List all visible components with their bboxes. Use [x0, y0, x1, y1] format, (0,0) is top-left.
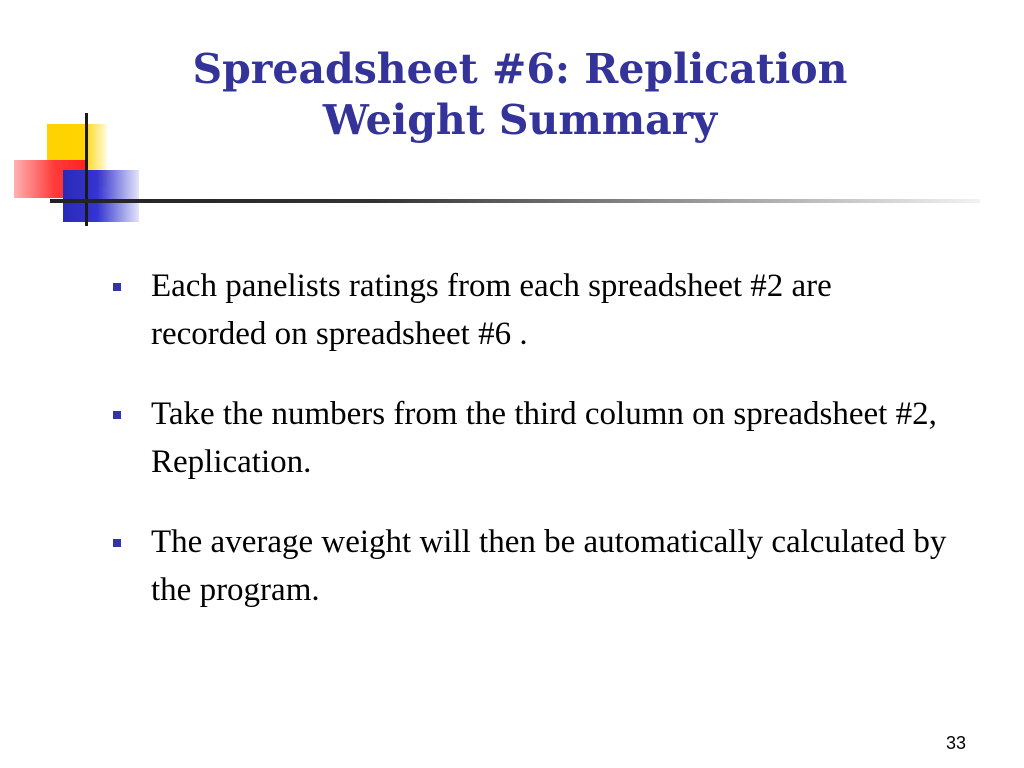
title-underline: [50, 199, 980, 203]
slide-title-line-2: Weight Summary: [322, 96, 718, 144]
bullet-text: Each panelists ratings from each spreadsheet #2 are recorded on spreadsheet #6 .: [151, 268, 832, 352]
bullet-list: [113, 262, 973, 646]
corner-vertical-line: [85, 113, 88, 226]
bullet-item: [113, 262, 973, 358]
slide-title: [120, 44, 920, 146]
bullet-text: Take the numbers from the third column on spreadsheet #2, Replication.: [151, 396, 937, 480]
square-bullet-icon: [113, 283, 121, 291]
page-number: 33: [945, 733, 966, 753]
bullet-text: The average weight will then be automatically calculated by the program.: [151, 524, 947, 608]
bullet-item: [113, 390, 973, 486]
slide-title-line-1: Spreadsheet #6: Replication: [192, 45, 848, 93]
square-bullet-icon: [113, 539, 121, 547]
square-bullet-icon: [113, 411, 121, 419]
corner-blue-square: [63, 170, 139, 222]
bullet-item: [113, 518, 973, 614]
